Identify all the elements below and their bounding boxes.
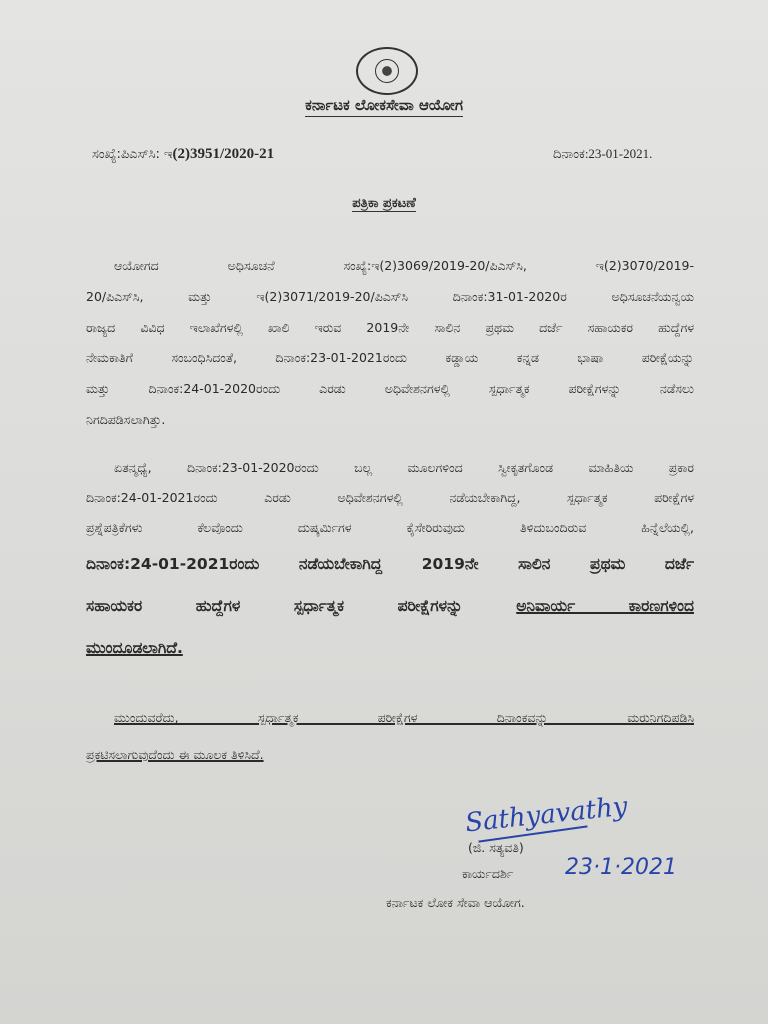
para2-line: ದಿನಾಂಕ:24-01-2021ರಂದು ಎರಡು ಅಧಿವೇಶನಗಳಲ್ಲಿ ನಡೆಯಬೇಕಾಗಿದ್ದ, ಸ್ಪರ್ಧಾತ್ಮಕ ಪರೀಕ್ಷೆಗಳ (86, 490, 694, 505)
para2-bold-line: ಮುಂದೂಡಲಾಗಿದೆ. (86, 639, 183, 657)
para1-line: ನೇಮಕಾತಿಗೆ ಸಂಬಂಧಿಸಿದಂತೆ, ದಿನಾಂಕ:23-01-2021ರಂದು ಕಡ್ಡಾಯ ಕನ್ನಡ ಭಾಷಾ ಪರೀಕ್ಷೆಯನ್ನು (86, 350, 694, 365)
organization-name: ಕರ್ನಾಟಕ ಲೋಕ ಸೇವಾ ಆಯೋಗ. (386, 895, 525, 910)
signatory-name: (ಜಿ. ಸತ್ಯವತಿ) (468, 840, 524, 855)
emblem-icon (375, 59, 399, 83)
para2-bold-line: ದಿನಾಂಕ:24-01-2021ರಂದು ನಡೆಯಬೇಕಾಗಿದ್ದ 2019ನೇ ಸಾಲಿನ ಪ್ರಥಮ ದರ್ಜೆ (86, 555, 694, 573)
handwritten-date: 23·1·2021 (565, 855, 677, 880)
para1-line: ನಿಗದಿಪಡಿಸಲಾಗಿತ್ತು. (86, 412, 166, 427)
para1-line: ಮತ್ತು ದಿನಾಂಕ:24-01-2020ರಂದು ಎರಡು ಅಧಿವೇಶನಗಳಲ್ಲಿ ಸ್ಪರ್ಧಾತ್ಮಕ ಪರೀಕ್ಷೆಗಳನ್ನು ನಡೆಸಲು (86, 381, 694, 396)
para2-bold-line: ಸಹಾಯಕರ ಹುದ್ದೆಗಳ ಸ್ಪರ್ಧಾತ್ಮಕ ಪರೀಕ್ಷೆಗಳನ್ನು ಅನಿವಾರ್ಯ ಕಾರಣಗಳಿಂದ (86, 597, 694, 615)
para1-line: ಆಯೋಗದ ಅಧಿಸೂಚನೆ ಸಂಖ್ಯೆ:ಇ(2)3069/2019-20/ಪಿಎಸ್‌ಸಿ, ಇ(2)3070/2019- (114, 258, 694, 273)
para3-line: ಮುಂದುವರೆದು, ಸ್ಪರ್ಧಾತ್ಮಕ ಪರೀಕ್ಷೆಗಳ ದಿನಾಂಕವನ್ನು ಮರುನಿಗದಿಪಡಿಸಿ (114, 710, 694, 725)
commission-seal (356, 47, 418, 95)
para3-line: ಪ್ರಕಟಿಸಲಾಗುವುದೆಂದು ಈ ಮೂಲಕ ತಿಳಿಸಿದೆ. (86, 747, 264, 762)
underlined-text: ಅನಿವಾರ್ಯ ಕಾರಣಗಳಿಂದ (516, 597, 694, 615)
press-release-heading: ಪತ್ರಿಕಾ ಪ್ರಕಟಣೆ (352, 196, 416, 211)
document-title: ಕರ್ನಾಟಕ ಲೋಕಸೇವಾ ಆಯೋಗ (0, 96, 768, 114)
handwritten-signature: Sathyavathy (463, 791, 629, 839)
reference-number: ಸಂಖ್ಯೆ:ಪಿಎಸ್‌ಸಿ: ಇ(2)3951/2020-21 (92, 146, 275, 162)
document-date: ದಿನಾಂಕ:23-01-2021. (553, 146, 653, 161)
para2-line: ಪ್ರಶ್ನೆಪತ್ರಿಕೆಗಳು ಕೆಲವೊಂದು ದುಷ್ಕರ್ಮಿಗಳ ಕೈಸೇರಿರುವುದು ತಿಳಿದುಬಂದಿರುವ ಹಿನ್ನೆಲೆಯಲ್ಲಿ, (86, 520, 694, 535)
designation: ಕಾರ್ಯದರ್ಶಿ (462, 866, 514, 881)
para2-line: ಏತನ್ಮಧ್ಯೆ, ದಿನಾಂಕ:23-01-2020ರಂದು ಬಲ್ಲ ಮೂಲಗಳಿಂದ ಸ್ವೀಕೃತಗೊಂಡ ಮಾಹಿತಿಯ ಪ್ರಕಾರ (114, 460, 694, 475)
para1-line: ರಾಜ್ಯದ ವಿವಿಧ ಇಲಾಖೆಗಳಲ್ಲಿ ಖಾಲಿ ಇರುವ 2019ನೇ ಸಾಲಿನ ಪ್ರಥಮ ದರ್ಜೆ ಸಹಾಯಕರ ಹುದ್ದೆಗಳ (86, 320, 694, 335)
para1-line: 20/ಪಿಎಸ್‌ಸಿ, ಮತ್ತು ಇ(2)3071/2019-20/ಪಿಎಸ್‌ಸಿ ದಿನಾಂಕ:31-01-2020ರ ಅಧಿಸೂಚನೆಯನ್ವಯ (86, 289, 694, 304)
